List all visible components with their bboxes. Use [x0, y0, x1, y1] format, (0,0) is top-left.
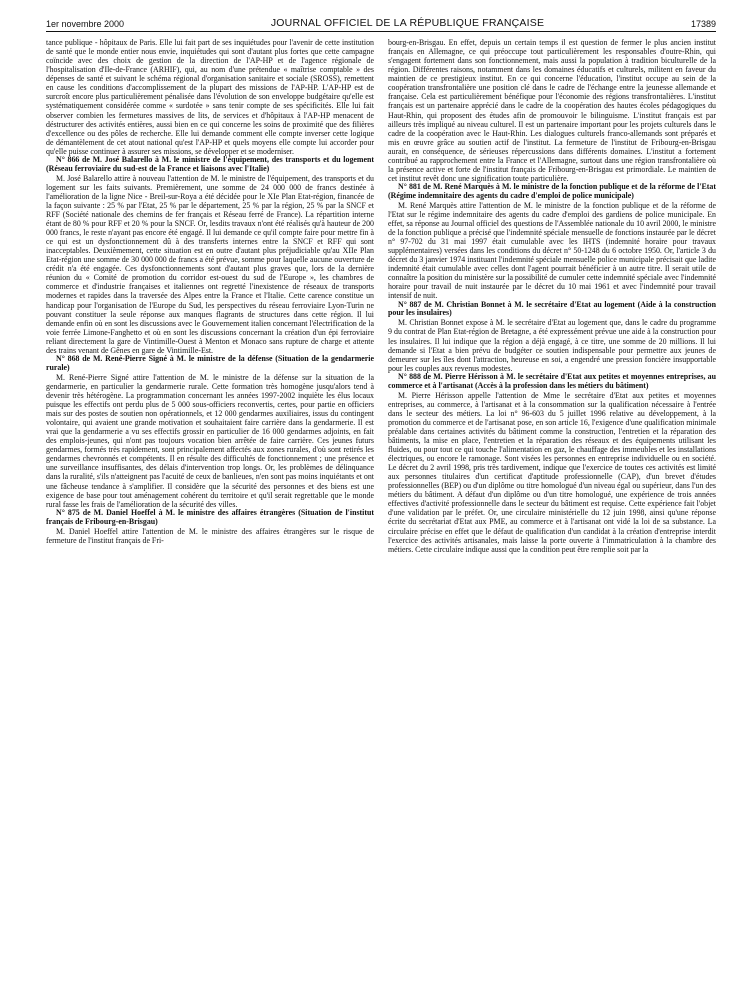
question-888-title: N° 888 de M. Pierre Hérisson à M. le secrétaire d'Etat aux petites et moyennes entreprises, au commerce et à l'artisanat (Accès à la profession dans les métiers du bâtiment): [388, 371, 716, 390]
left-column: [46, 38, 374, 554]
question-868-body: M. René-Pierre Signé attire l'attention de M. le ministre de la défense sur la situation de la gendarmerie, en particulier la gendarmerie rurale. Cette formation très homogène jusqu'alors tend à devenir très hétérogène. La programmation concernant les années 1997-2002 inquiète les élus locaux puisque les effectifs ont perdu plus de 5 000 sous-officiers reconvertis, certes, pour partie en officiers mais sur des postes de soutien non opérationnels, et 12 000 gendarmes auxiliaires, issus du contingent volontaire, qui avaient une grande motivation et souhaitaient faire carrière dans la gendarmerie. Il est vrai que la gendarmerie a vu ses effectifs grossir en particulier de 16 000 gendarmes adjoints, en fait des emplois-jeunes, qui n'ont pas toujours vocation bien arrêtée de faire carrière. Ces jeunes futurs gendarmes, formés très rapidement, sont principalement affectés aux zones rurales, d'où sont retirés les gendarmes chevronnés et compétents. Il en résulte des difficultés de fonctionnement ; une présence et une surveillance insuffisantes, des délais d'intervention trop longs. Or, les problèmes de délinquance dans la ruralité, s'ils n'atteignent pas l'acuité de ceux de banlieues, n'en sont pas moins inquiétants et ont une fâcheuse tendance à s'amplifier. Il considère que la sécurité des personnes et des biens est une exigence de base pour tout aménagement cohérent du territoire et qu'il serait regrettable que le monde rural fasse les frais de l'amélioration de la sécurité des villes.: [46, 372, 374, 509]
header-date: 1er novembre 2000: [46, 19, 125, 29]
intro-paragraph: tance publique - hôpitaux de Paris. Elle lui fait part de ses inquiétudes pour l'avenir de cette institution de santé que le monde entier nous envie, inquiétudes qui sont d'autant plus fortes que cette campagne coïncide avec des choix de gestion de la direction de l'AP-HP et de l'agence régionale de l'hospitalisation d'Ile-de-France (ARHIF), qui, au nom d'une prétendue « maîtrise comptable » des dépenses de santé et suivant le schéma régional d'organisation sanitaire et sociale (SROSS), remettent en cause les conditions d'accomplissement de la plupart des missions de l'AP-HP. L'AP-HP est de surcroît encore plus particulièrement pénalisée dans l'évolution de son enveloppe budgétaire qu'elle est systématiquement considérée comme « surdotée » sans tenir compte de ses spécificités. Elle lui fait observer combien les fermetures massives de lits, de services et d'hôpitaux à l'AP-HP menacent de déstructurer des activités entières, aussi bien en ce qui concerne les soins de proximité que des filières d'excellence ou des pôles de recherche. Elle lui demande comment elle compte inverser cette logique de démantèlement de cet atout national qu'est l'AP-HP et quels moyens elle compte lui accorder pour qu'elle puisse continuer à assurer ses missions, se développer et se moderniser.: [46, 38, 374, 156]
right-column: [388, 38, 716, 554]
question-875-body: M. Daniel Hoeffel attire l'attention de M. le ministre des affaires étrangères sur le risque de fermeture de l'institut français de Fri-: [46, 526, 374, 545]
two-column-body: [46, 38, 716, 554]
question-868-title: N° 868 de M. René-Pierre Signé à M. le ministre de la défense (Situation de la gendarmerie rurale): [46, 353, 374, 372]
question-866-body: M. José Balarello attire à nouveau l'attention de M. le ministre de l'équipement, des transports et du logement sur les faits suivants. Premièrement, une somme de 24 000 000 de francs destinée à l'amélioration de la ligne Nice - Breil-sur-Roya a été décidée pour le XIe Plan Etat-région, financée de la façon suivante : 25 % par l'Etat, 25 % par le département, 25 % par la région, 25 % par la SNCF et RFF (Société nationale des chemins de fer français et Réseau ferré de France). La répartition interne étant de 80 % pour RFF et 20 % pour la SNCF. Or, lesdits travaux n'ont été réalisés qu'à hauteur de 200 000 francs, le reste n'ayant pas encore été engagé. Il lui demande ce qu'il compte faire pour mettre fin à ce qui est un dysfonctionnement dû à des transferts internes entre la SNCF et RFF qui sont inacceptables. Deuxièmement, cette situation est en outre d'autant plus préjudiciable qu'au XIIe Plan Etat-région une somme de 30 000 000 de francs a été prévue, somme pour laquelle aucune ouverture de crédit n'a été engagée. Ces dysfonctionnements sont d'autant plus graves que, lors de la dernière réunion du « Comité de promotion du corridor est-ouest du sud de l'Europe », les chambres de commerce et d'industrie françaises et italiennes ont regretté l'inexistence de réseaux de transports modernes et rapides dans la traversée des Alpes entre la France et l'Italie. Cette carence constitue un handicap pour l'organisation de l'Europe du Sud, les perspectives du réseau ferroviaire Lyon-Turin ne pouvant constituer la seule réponse aux manques flagrants de structures dans cette région. Il lui demande enfin où en sont les discussions avec le Gouvernement italien concernant l'électrification de la voie ferrée Limone-Fanghetto et où en sont les discussions concernant la création d'un épi ferroviaire reliant directement la gare de Vintimille-Ouest à Menton et Monaco sans rupture de charge et attente des trains venant de Gênes en gare de Vintimille-Est.: [46, 173, 374, 355]
page-number: 17389: [690, 19, 716, 29]
question-881-body: M. René Marquès attire l'attention de M. le ministre de la fonction publique et de la réforme de l'Etat sur le régime indemnitaire des agents du cadre d'emploi des gardiens de police municipale. En effet, sa réponse au Journal officiel des questions de l'Assemblée nationale du 10 avril 2000, le ministre de la fonction publique a précisé que l'indemnité spéciale mensuelle de fonctions instaurée par le décret n° 97-702 du 31 mai 1997 était cumulable avec les IHTS (indemnité horaire pour travaux supplémentaires) versées dans les conditions du décret n° 50-1248 du 6 octobre 1950. Or, l'article 3 du décret du 3 janvier 1974 instituant l'indemnité spéciale mensuelle police municipale précisait que ladite indemnité était cumulable avec celles dont l'agent pourrait bénéficier à un autre titre. Il serait utile de connaître la position du ministère sur la possibilité de cumuler cette indemnité spéciale avec l'indemnité horaire pour travail de nuit instaurée par le décret du 10 mai 1961 et avec l'indemnité pour travail intensif de nuit.: [388, 200, 716, 301]
question-881-title: N° 881 de M. René Marquès à M. le ministre de la fonction publique et de la réforme de l'Etat (Régime indemnitaire des agents du cadre d'emploi de police municipale): [388, 182, 716, 200]
header-rule: [46, 31, 716, 32]
question-887-body: M. Christian Bonnet expose à M. le secrétaire d'Etat au logement que, dans le cadre du programme 9 du contrat de Plan Etat-région de Bretagne, a été expressément prévue une aide à la construction pour les insulaires. Il lui indique que la région a déjà engagé, à ce titre, une somme de 20 millions. Il lui demande si l'Etat a bien prévu de budgéter ce soutien indispensable pour permettre aux jeunes de demeurer sur les îles dont l'attraction, heureuse en soi, a engendré une pression foncière insupportable pour les couples aux revenus modestes.: [388, 318, 716, 373]
question-887-title: N° 887 de M. Christian Bonnet à M. le secrétaire d'Etat au logement (Aide à la construction pour les insulaires): [388, 299, 716, 318]
journal-page: [46, 14, 716, 554]
journal-title: JOURNAL OFFICIEL DE LA RÉPUBLIQUE FRANÇAISE: [270, 17, 545, 29]
question-866-title: N° 866 de M. José Balarello à M. le ministre de l'équipement, des transports et du logement (Réseau ferroviaire du sud-est de la France et liaisons avec l'Italie): [46, 154, 374, 173]
question-875-title: N° 875 de M. Daniel Hoeffel à M. le ministre des affaires étrangères (Situation de l'institut français de Fribourg-en-Brisgau): [46, 507, 374, 526]
continued-paragraph: bourg-en-Brisgau. En effet, depuis un certain temps il est question de fermer le plus ancien institut français en Allemagne, ce qui préoccupe tout particulièrement les responsables d'outre-Rhin, qui s'engagent fortement dans son fonctionnement, mais aussi la population à tradition biculturelle de la région. Différentes raisons, notamment dans les domaines éducatifs et culturels, militent en faveur du maintien de ce prestigieux institut. En ce qui concerne l'éducation, l'institut occupe au sein de la coopération transfrontalière une position clé dans le cadre de l'échange entre la jeunesse allemande et française. Cela est particulièrement bénéfique pour l'économie des régions transfrontalières. L'institut français est un partenaire apprécié dans le cadre de la coopération des hautes écoles pédagogiques du Haut-Rhin, qui proposent des études afin de promouvoir le bilinguisme. L'institut français est par ailleurs très impliqué au niveau culturel. Il est un partenaire important pour les projets culturels dans le cadre de la coopération avec le Haut-Rhin. Les dialogues culturels franco-allemands sont préparés et mis en œuvre grâce au soutien actif de l'institut. La fermeture de l'institut de Fribourg-en-Brisgau aurait, en conséquence, de sérieuses répercussions dans différents domaines. L'institut a fortement contribué au rapprochement entre la France et l'Allemagne, surtout dans une région transfrontalière où la présence active et forte de l'institut français de Fribourg-en-Brisgau est primordiale. Le maintien de cet institut revêt donc une signification toute particulière.: [388, 38, 716, 183]
page-header: [46, 14, 716, 29]
question-888-body: M. Pierre Hérisson appelle l'attention de Mme le secrétaire d'Etat aux petites et moyennes entreprises, au commerce, à l'artisanat et à la consommation sur la qualification nécessaire à l'entrée dans le secteur des métiers. La loi n° 96-603 du 5 juillet 1996 relative au développement, à la promotion du commerce et de l'artisanat pose, en son article 16, l'exigence d'une qualification minimale préalable dans certaines activités du bâtiment comme la construction, l'entretien et la réparation des bâtiments, la mise en place, l'entretien et la réparation des réseaux et des équipements utilisant les fluides, ou pour tout ce qui touche l'alimentation en gaz, le chauffage des immeubles et les installations électriques, ou encore le ramonage. Sont visées les personnes en entreprise individuelle ou en société. Le décret du 2 avril 1998, pris très tardivement, indique que l'exercice de toutes ces activités est limité aux personnes titulaires d'un certificat d'aptitude professionnelle (CAP), d'un brevet d'études professionnelles (BEP) ou d'un diplôme ou titre homologué d'un niveau égal ou supérieur, dans l'un des métiers du bâtiment. A défaut d'un diplôme ou d'un titre homologué, une expérience de trois années effectives d'activité professionnelle dans le secteur du bâtiment est requise. Cette expérience fait l'objet d'une validation par le préfet. Or, une circulaire ministérielle du 12 juin 1998, ainsi qu'une réponse écrite du secrétariat d'Etat aux PME, au commerce et à l'artisanat ont vidé la loi de sa substance. La circulaire précise en effet que le défaut de qualification d'un candidat à la création d'entreprise interdit l'exercice des activités artisanales, mais laisse la porte ouverte à l'immatriculation à la chambre des métiers. Cette circulaire indique aussi que la condition peut être remplie soit par la: [388, 390, 716, 554]
